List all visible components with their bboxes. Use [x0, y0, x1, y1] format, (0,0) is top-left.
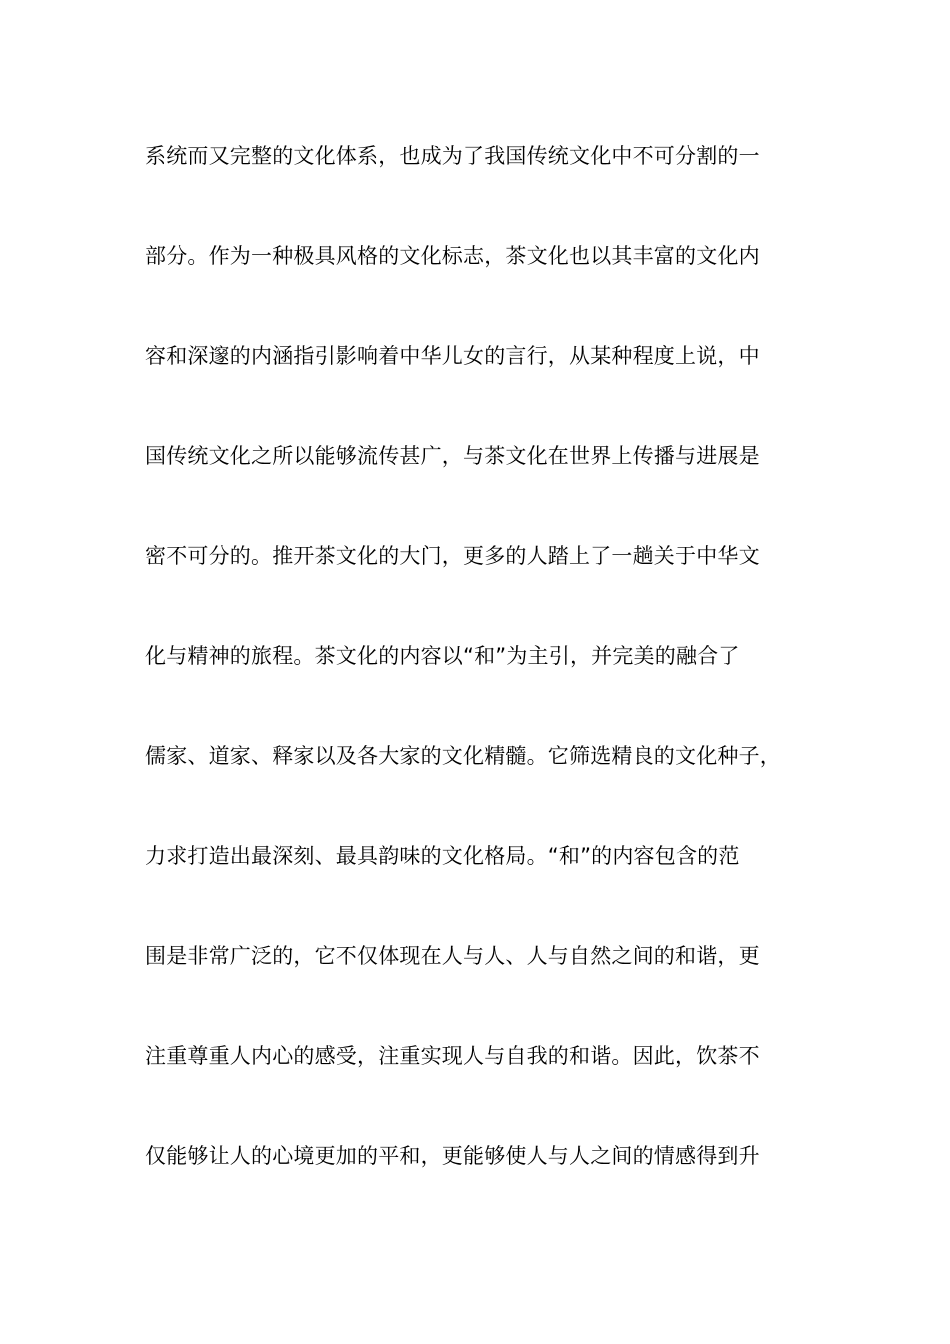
text-line-7: 儒家、道家、释家以及各大家的文化精髓。它筛选精良的文化种子，: [145, 744, 781, 768]
text-line-10: 注重尊重人内心的感受，注重实现人与自我的和谐。因此，饮茶不: [145, 1044, 760, 1068]
body-text: [145, 131, 825, 1231]
text-line-8: 力求打造出最深刻、最具韵味的文化格局。“和”的内容包含的范: [145, 844, 740, 868]
text-line-2: 部分。作为一种极具风格的文化标志，茶文化也以其丰富的文化内: [145, 244, 760, 268]
text-line-1: 系统而又完整的文化体系，也成为了我国传统文化中不可分割的一: [145, 144, 760, 168]
text-line-3: 容和深邃的内涵指引影响着中华儿女的言行，从某种程度上说，中: [145, 344, 760, 368]
text-line-5: 密不可分的。推开茶文化的大门，更多的人踏上了一趟关于中华文: [145, 544, 760, 568]
text-line-6: 化与精神的旅程。茶文化的内容以“和”为主引，并完美的融合了: [145, 644, 740, 668]
text-line-4: 国传统文化之所以能够流传甚广，与茶文化在世界上传播与进展是: [145, 444, 760, 468]
text-line-11: 仅能够让人的心境更加的平和，更能够使人与人之间的情感得到升: [145, 1144, 760, 1168]
text-line-9: 围是非常广泛的，它不仅体现在人与人、人与自然之间的和谐，更: [145, 944, 760, 968]
